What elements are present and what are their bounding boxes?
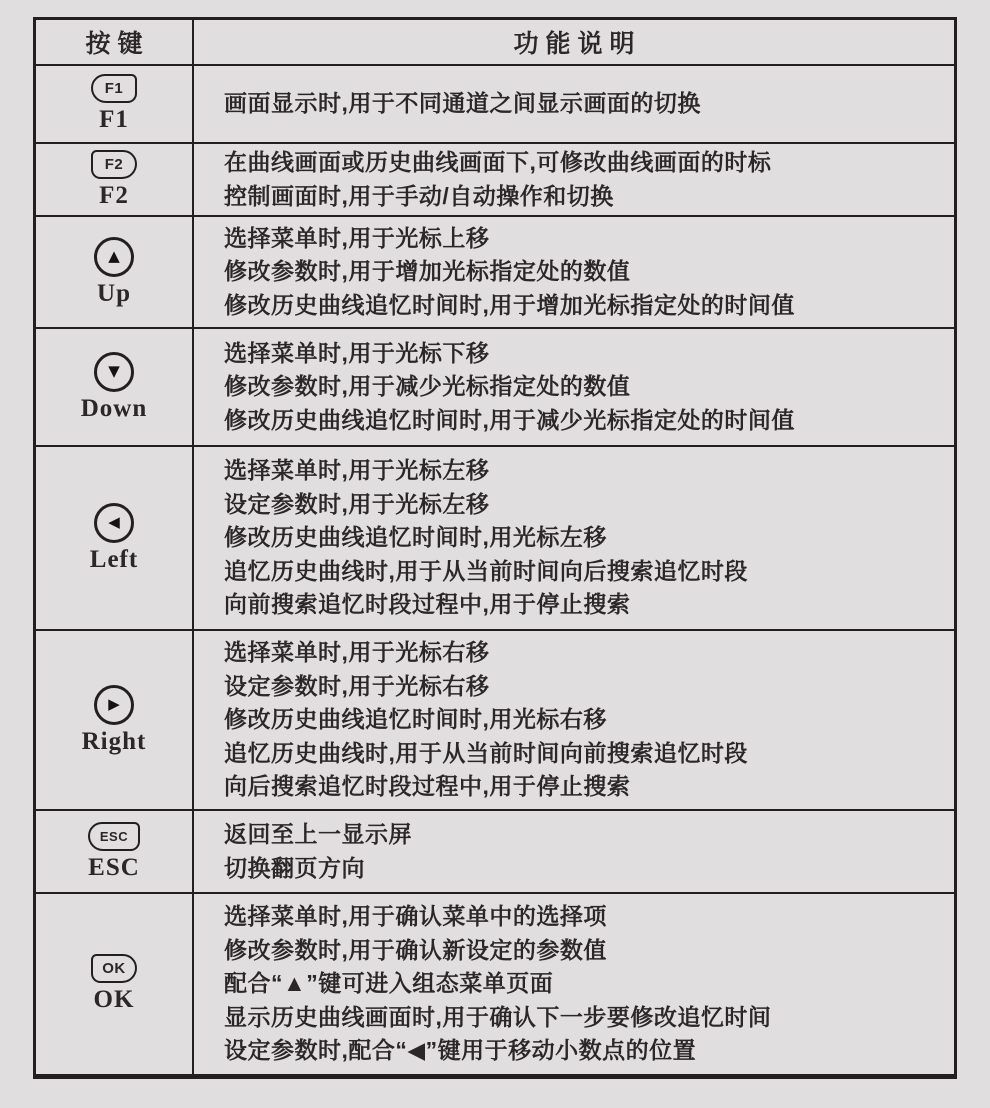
esc-keycap-icon	[88, 822, 140, 851]
table-row-right	[36, 629, 954, 809]
ok-keycap-icon	[91, 954, 137, 983]
description-line: 选择菜单时,用于光标左移	[224, 457, 490, 484]
table-row-left	[36, 445, 954, 629]
description-cell-f2	[194, 144, 954, 215]
key-cell-f2	[36, 144, 194, 215]
description-line: 控制画面时,用于手动/自动操作和切换	[224, 182, 614, 209]
ok-keycap-text: OK	[102, 960, 126, 977]
description-line: 追忆历史曲线时,用于从当前时间向后搜索追忆时段	[224, 557, 748, 584]
esc-keycap-text: ESC	[99, 828, 129, 844]
down-triangle-glyph: ▼	[108, 362, 120, 380]
description-line: 修改参数时,用于确认新设定的参数值	[224, 936, 607, 963]
description-line: 返回至上一显示屏	[224, 821, 412, 847]
header-description-label: 功能说明	[513, 30, 642, 58]
description-line: 向前搜索追忆时段过程中,用于停止搜索	[224, 591, 631, 618]
down-arrow-key-icon	[94, 352, 134, 392]
description-cell-up	[194, 217, 954, 327]
description-line: 修改历史曲线追忆时间时,用于增加光标指定处的时间值	[224, 291, 795, 318]
key-cell-right	[36, 631, 194, 809]
key-cell-ok	[36, 894, 194, 1074]
description-line: 选择菜单时,用于光标下移	[224, 339, 490, 366]
key-cell-left	[36, 447, 194, 629]
table-row-down	[36, 327, 954, 445]
left-arrow-key-icon	[94, 503, 134, 543]
description-line: 选择菜单时,用于光标上移	[224, 224, 490, 251]
description-line: 画面显示时,用于不同通道之间显示画面的切换	[224, 90, 701, 117]
table-row-f1	[36, 64, 954, 142]
description-cell-ok	[194, 894, 954, 1074]
f2-keycap-icon	[91, 150, 137, 179]
header-key-column	[36, 20, 194, 64]
key-cell-esc	[36, 811, 194, 892]
key-label-down: Down	[80, 394, 148, 422]
key-label-f1: F1	[99, 106, 129, 133]
key-label-ok: OK	[93, 986, 135, 1013]
f1-keycap-icon	[91, 74, 137, 103]
table-header-row	[36, 20, 954, 64]
description-line: 设定参数时,配合“◀”键用于移动小数点的位置	[224, 1037, 697, 1064]
key-cell-up	[36, 217, 194, 327]
description-line: 向后搜索追忆时段过程中,用于停止搜索	[224, 773, 631, 800]
description-cell-left	[194, 447, 954, 629]
description-line: 设定参数时,用于光标右移	[224, 672, 490, 699]
description-line: 修改历史曲线追忆时间时,用光标右移	[224, 706, 607, 733]
f2-keycap-text: F2	[104, 155, 124, 173]
description-line: 修改历史曲线追忆时间时,用于减少光标指定处的时间值	[224, 406, 795, 433]
table-row-up	[36, 215, 954, 327]
key-cell-down	[36, 329, 194, 445]
right-triangle-glyph: ▶	[108, 695, 120, 713]
description-line: 在曲线画面或历史曲线画面下,可修改曲线画面的时标	[224, 149, 772, 175]
description-line: 显示历史曲线画面时,用于确认下一步要修改追忆时间	[224, 1003, 772, 1030]
right-arrow-key-icon	[94, 685, 134, 725]
table-row-f2	[36, 142, 954, 215]
header-key-label: 按键	[85, 30, 150, 58]
description-line: 配合“▲”键可进入组态菜单页面	[224, 970, 554, 997]
description-cell-down	[194, 329, 954, 445]
key-label-left: Left	[89, 545, 139, 573]
f1-keycap-text: F1	[104, 80, 124, 97]
header-description-column	[194, 20, 954, 64]
up-arrow-key-icon	[94, 237, 134, 277]
description-line: 切换翻页方向	[224, 854, 365, 881]
description-line: 修改参数时,用于增加光标指定处的数值	[224, 258, 631, 285]
key-function-table	[33, 17, 957, 1079]
key-label-right: Right	[81, 727, 147, 755]
description-line: 修改参数时,用于减少光标指定处的数值	[224, 373, 631, 400]
description-line: 设定参数时,用于光标左移	[224, 490, 490, 517]
up-triangle-glyph: ▲	[108, 247, 120, 265]
description-cell-right	[194, 631, 954, 809]
description-line: 选择菜单时,用于光标右移	[224, 639, 490, 666]
description-line: 追忆历史曲线时,用于从当前时间向前搜索追忆时段	[224, 739, 748, 766]
key-label-esc: ESC	[88, 853, 140, 881]
key-label-up: Up	[97, 279, 131, 307]
left-triangle-glyph: ◀	[108, 513, 120, 531]
key-cell-f1	[36, 66, 194, 142]
table-row-ok	[36, 892, 954, 1074]
description-cell-esc	[194, 811, 954, 892]
key-label-f2: F2	[99, 181, 129, 209]
description-cell-f1	[194, 66, 954, 142]
description-line: 修改历史曲线追忆时间时,用光标左移	[224, 524, 607, 551]
description-line: 选择菜单时,用于确认菜单中的选择项	[224, 903, 607, 930]
table-row-esc	[36, 809, 954, 892]
